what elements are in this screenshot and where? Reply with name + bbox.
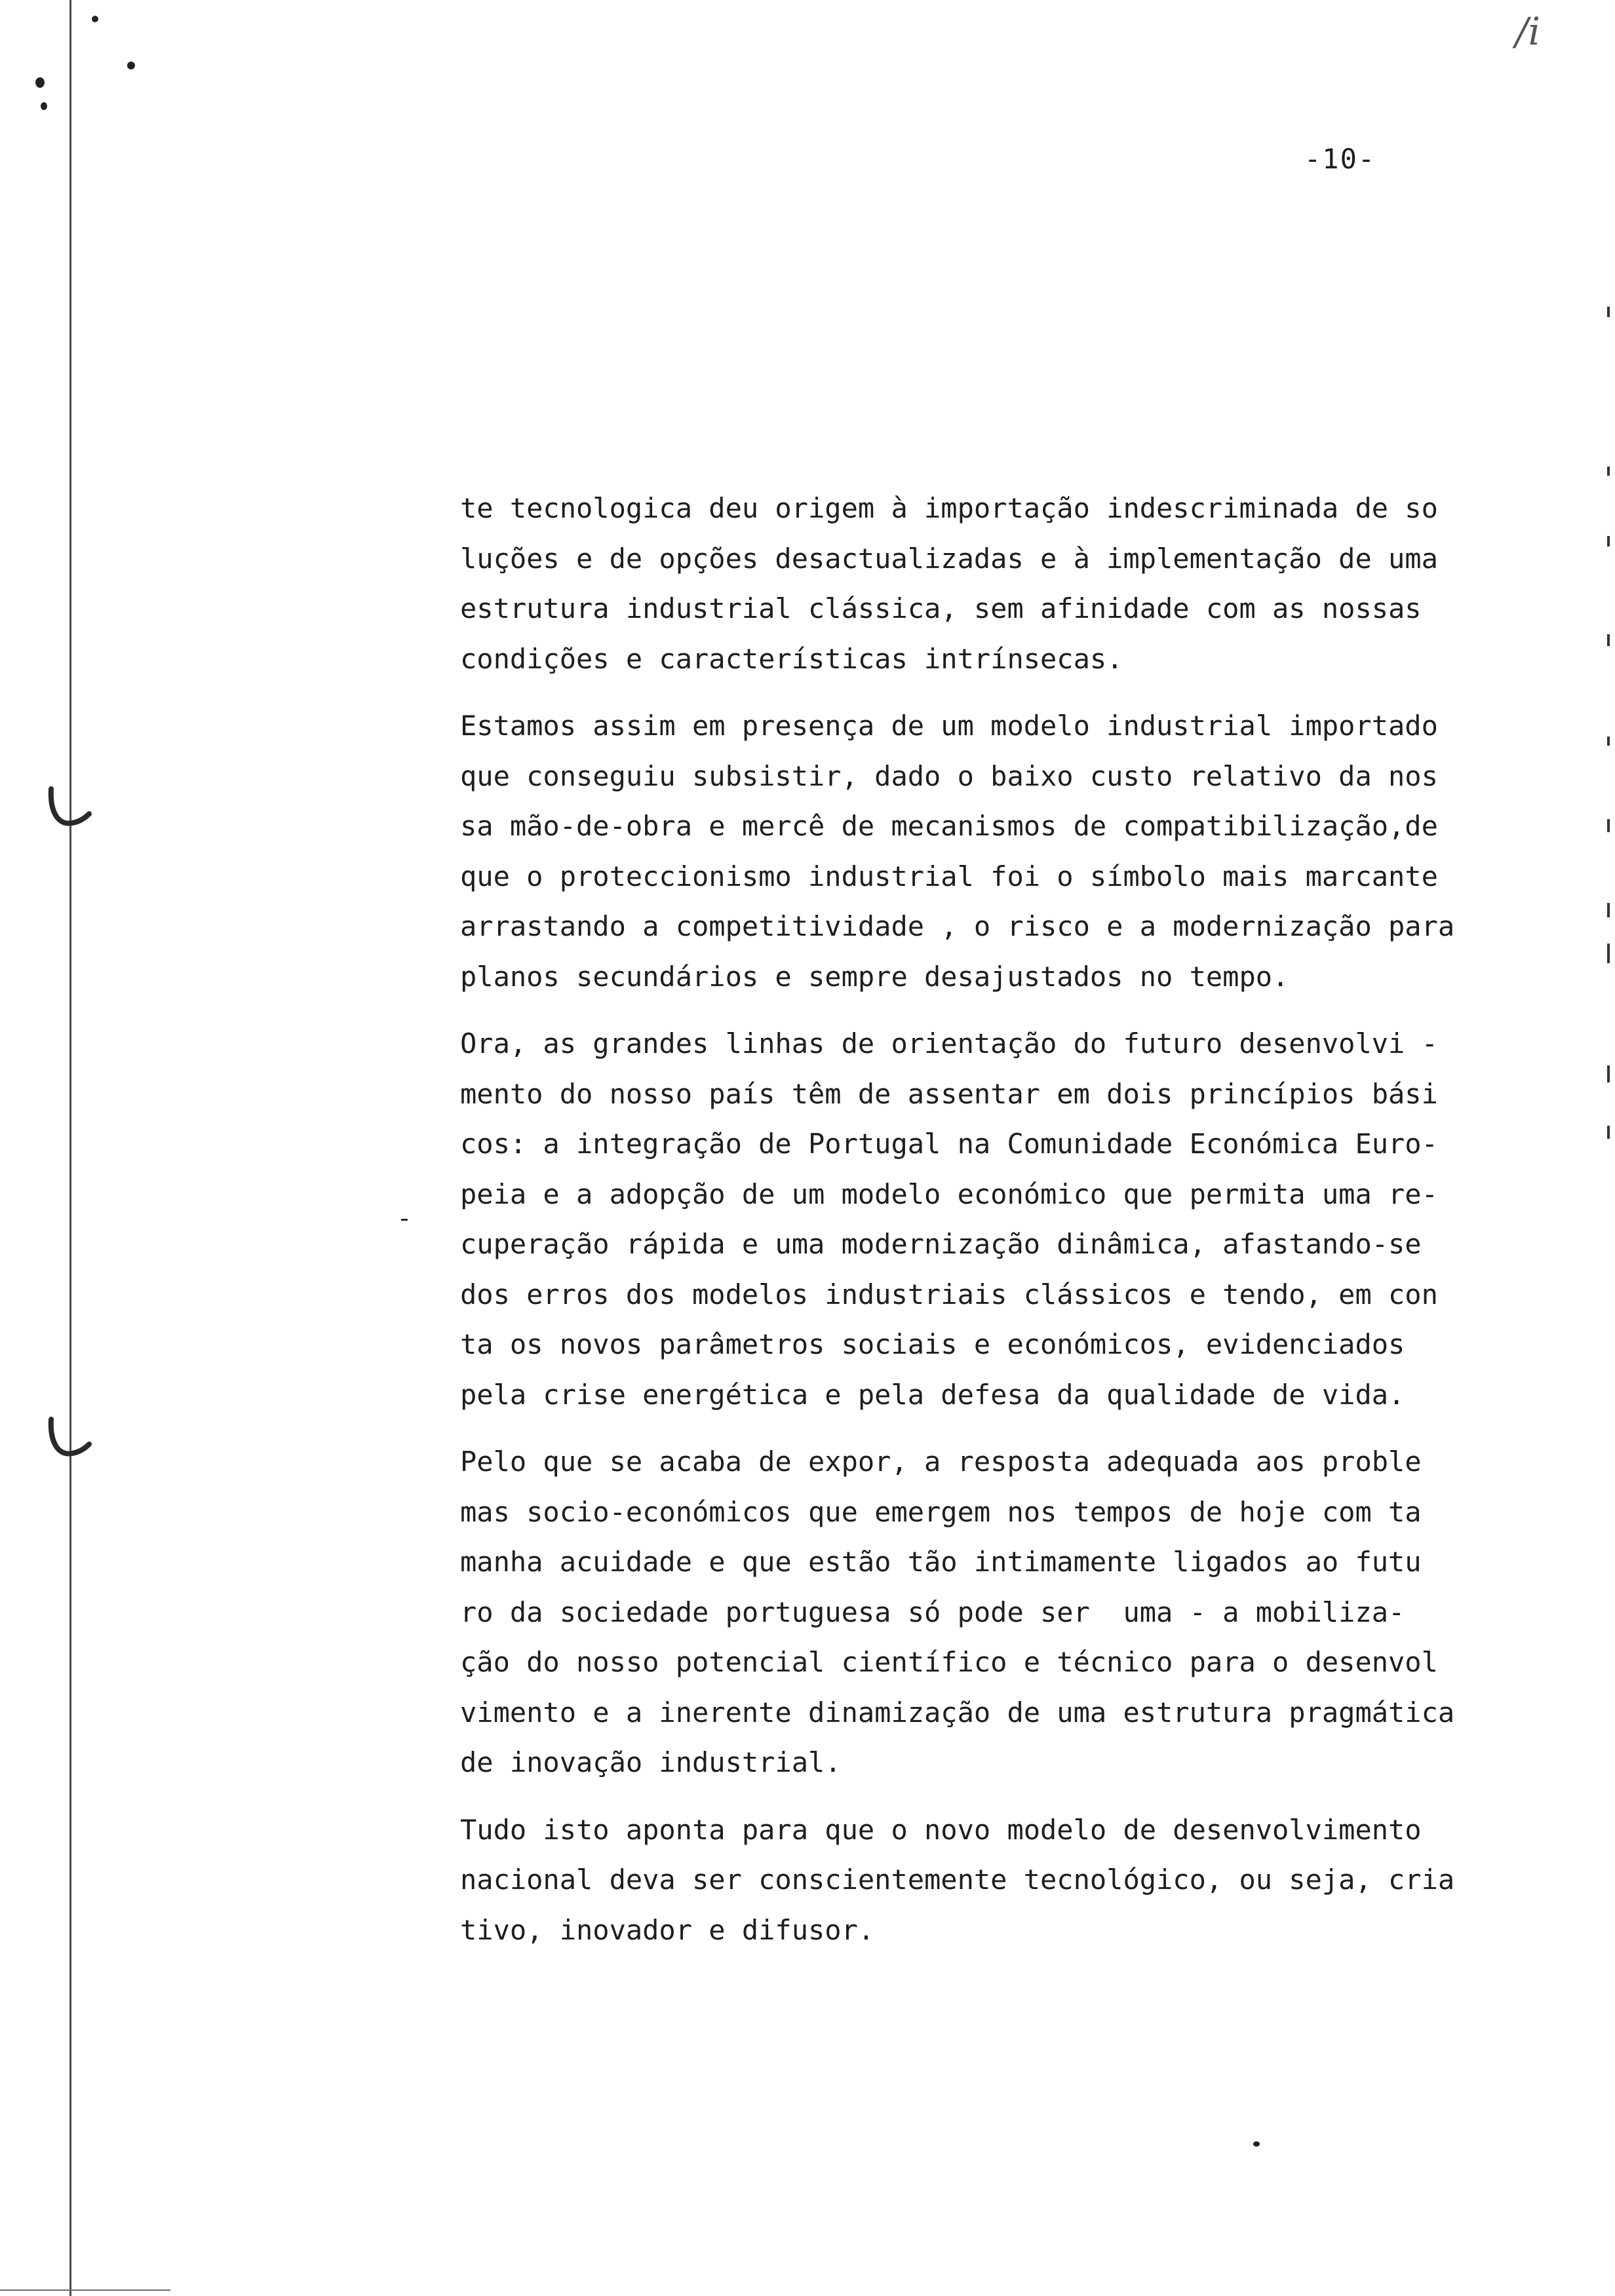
edge-mark xyxy=(1607,819,1610,832)
text-line: Pelo que se acaba de expor, a resposta adequada aos proble xyxy=(460,1445,1422,1478)
text-line: mas socio-económicos que emergem nos tempos de hoje com ta xyxy=(460,1495,1422,1528)
text-line: cuperação rápida e uma modernização dinâmica, afastando-se xyxy=(460,1228,1422,1260)
edge-mark xyxy=(1607,467,1610,476)
text-line: cos: a integração de Portugal na Comunidade Económica Euro- xyxy=(460,1128,1438,1160)
text-line: sa mão-de-obra e mercê de mecanismos de compatibilização,de xyxy=(460,810,1438,842)
paragraph xyxy=(460,484,1456,684)
text-line: planos secundários e sempre desajustados no tempo. xyxy=(460,960,1289,993)
text-line: luções e de opções desactualizadas e à implementação de uma xyxy=(460,542,1438,575)
text-line: que conseguiu subsistir, dado o baixo custo relativo da nos xyxy=(460,759,1438,792)
text-line: manha acuidade e que estão tão intimamente ligados ao futu xyxy=(460,1546,1422,1578)
text-line: condições e características intrínsecas. xyxy=(460,642,1123,675)
text-line: Estamos assim em presença de um modelo industrial importado xyxy=(460,710,1438,742)
edge-mark xyxy=(1607,944,1610,963)
scan-speck xyxy=(127,62,135,69)
page-number: -10- xyxy=(1304,143,1376,175)
edge-mark xyxy=(1607,903,1610,917)
scan-speck xyxy=(401,1219,408,1221)
text-line: nacional deva ser conscientemente tecnológico, ou seja, cria xyxy=(460,1864,1455,1896)
text-line: mento do nosso país têm de assentar em dois princípios bási xyxy=(460,1077,1438,1110)
text-line: arrastando a competitividade , o risco e a modernização para xyxy=(460,910,1455,942)
text-line: Ora, as grandes linhas de orientação do futuro desenvolvi - xyxy=(460,1027,1438,1060)
paragraph xyxy=(460,701,1456,1002)
text-line: estrutura industrial clássica, sem afinidade com as nossas xyxy=(460,592,1422,624)
text-line: vimento e a inerente dinamização de uma estrutura pragmática xyxy=(460,1696,1455,1729)
scan-speck xyxy=(35,77,45,88)
text-line: ro da sociedade portuguesa só pode ser uma - a mobiliza- xyxy=(460,1596,1405,1628)
text-line: ta os novos parâmetros sociais e económicos, evidenciados xyxy=(460,1328,1405,1360)
edge-mark xyxy=(1607,536,1610,546)
text-line: ção do nosso potencial científico e técnico para o desenvol xyxy=(460,1646,1438,1678)
binding-margin-line xyxy=(69,0,71,2296)
edge-mark xyxy=(1607,1126,1610,1139)
text-line: tivo, inovador e difusor. xyxy=(460,1913,875,1946)
text-line: dos erros dos modelos industriais clássicos e tendo, em con xyxy=(460,1278,1438,1311)
text-line: te tecnologica deu origem à importação indescriminada de so xyxy=(460,492,1438,524)
scan-speck xyxy=(41,102,47,110)
binder-hole-mark xyxy=(46,1415,92,1461)
text-line: peia e a adopção de um modelo económico que permita uma re- xyxy=(460,1177,1438,1210)
edge-mark xyxy=(1607,737,1610,746)
paragraph xyxy=(460,1019,1456,1420)
edge-mark xyxy=(1607,1065,1610,1082)
edge-mark xyxy=(1607,307,1610,317)
text-line: de inovação industrial. xyxy=(460,1746,842,1778)
text-line: Tudo isto aponta para que o novo modelo de desenvolvimento xyxy=(460,1813,1422,1846)
text-line: que o proteccionismo industrial foi o símbolo mais marcante xyxy=(460,860,1438,892)
scan-speck xyxy=(1253,2141,1260,2147)
body-text xyxy=(460,484,1456,1972)
paragraph xyxy=(460,1437,1456,1788)
binder-hole-mark xyxy=(46,785,92,831)
bottom-margin-rule xyxy=(0,2289,170,2291)
edge-mark xyxy=(1607,634,1610,646)
handwritten-mark: /i xyxy=(1515,9,1541,54)
scan-speck xyxy=(92,16,98,22)
text-line: pela crise energética e pela defesa da qualidade de vida. xyxy=(460,1378,1405,1411)
paragraph xyxy=(460,1805,1456,1956)
